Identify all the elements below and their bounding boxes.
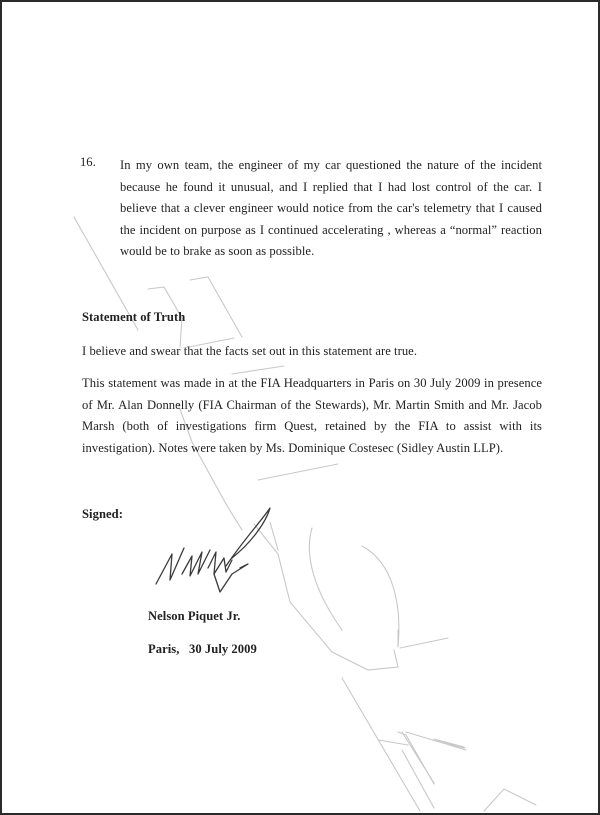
watermark-stroke xyxy=(258,464,338,480)
paragraph-number: 16. xyxy=(80,155,96,169)
signed-label: Signed: xyxy=(82,507,123,521)
watermark-stroke xyxy=(484,789,536,811)
watermark-stroke xyxy=(434,739,464,747)
watermark-stroke xyxy=(432,740,464,748)
watermark-stroke xyxy=(400,638,448,648)
statement-details: This statement was made in at the FIA Headquarters in Paris on 30 July 2009 in presence of Mr. Alan Donnelly (FIA Chairman of the Stewards), Mr. Martin Smith and Mr. Jacob Marsh (both of investigations firm Quest, retained by the FIA to assist with its investigation). Notes were taken by Ms. Dominique Costesec (Sidley Austin LLP). xyxy=(82,376,542,455)
signatory-name: Nelson Piquet Jr. xyxy=(148,609,241,623)
statement-of-truth-heading: Statement of Truth xyxy=(82,310,186,324)
watermark-stroke xyxy=(190,277,242,337)
handwritten-signature xyxy=(152,502,282,602)
statement-belief: I believe and swear that the facts set out in this statement are true. xyxy=(82,344,418,358)
watermark-stroke xyxy=(437,740,465,748)
watermark-stroke xyxy=(309,528,342,630)
watermark-stroke xyxy=(402,750,434,808)
watermark-stroke xyxy=(342,678,420,811)
watermark-stroke xyxy=(362,546,399,647)
watermark-stroke xyxy=(378,740,408,745)
watermark-stroke xyxy=(406,732,466,750)
watermark-stroke xyxy=(402,732,434,783)
watermark-stroke xyxy=(398,732,434,784)
paragraph-16-text: In my own team, the engineer of my car questioned the nature of the incident because he found it unusual, and I replied that I had lost control of the car. I believe that a clever engineer would notice from the car's telemetry that I caused the incident on purpose as I continued accelerating , whereas a “normal” reaction would be to brake as soon as possible. xyxy=(120,158,542,258)
place-and-date: Paris, 30 July 2009 xyxy=(148,642,257,656)
